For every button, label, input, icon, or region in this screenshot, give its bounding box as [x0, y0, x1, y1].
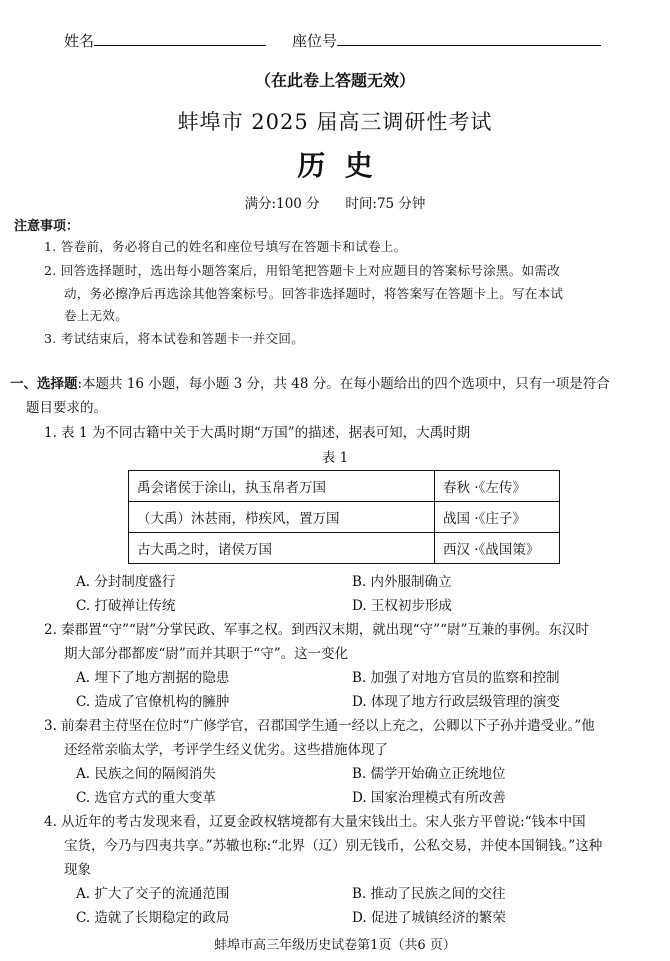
name-underline[interactable] — [94, 33, 266, 46]
q1-option-b[interactable]: B. 内外服制确立 — [352, 574, 452, 590]
table-cell-source: 西汉 ·《战国策》 — [435, 533, 560, 564]
q3-option-c[interactable]: C. 选官方式的重大变革 — [76, 790, 216, 806]
score-time: 满分:100 分 时间:75 分钟 — [244, 196, 426, 212]
note-item: 2. 回答选择题时，选出每小题答案后，用铅笔把答题卡上对应题目的答案标号涂黑。如需改 — [44, 263, 561, 278]
section-heading-prefix: 一、选择题 — [10, 376, 78, 392]
source-table — [128, 470, 560, 564]
table-cell-source: 战国 ·《庄子》 — [435, 502, 560, 533]
subject-title: 历 史 — [297, 149, 373, 182]
q4-option-b[interactable]: B. 推动了民族之间的交往 — [352, 886, 506, 902]
table-row — [129, 533, 560, 564]
table-cell-text: （大禹）沐甚雨，栉疾风，置万国 — [129, 502, 435, 533]
q2-stem-line: 期大部分郡都废“尉”而并其职于“守”。这一变化 — [64, 646, 349, 662]
q4-stem-line: 现象 — [64, 862, 91, 878]
table-row — [129, 471, 560, 502]
q3-option-d[interactable]: D. 国家治理模式有所改善 — [352, 790, 506, 806]
seat-field[interactable] — [292, 30, 601, 51]
note-item: 3. 考试结束后，将本试卷和答题卡一并交回。 — [44, 331, 305, 346]
note-item: 动，务必擦净后再选涂其他答案标号。回答非选择题时，将答案写在答题卡上。写在本试 — [64, 286, 564, 301]
page-footer: 蚌埠市高三年级历史试卷第1页（共6 页） — [214, 938, 456, 953]
section-heading-rest: :本题共 16 小题，每小题 3 分，共 48 分。在每小题给出的四个选项中，只有一项是符合 — [77, 376, 610, 392]
q2-option-d[interactable]: D. 体现了地方行政层级管理的演变 — [352, 694, 560, 710]
q1-option-c[interactable]: C. 打破禅让传统 — [76, 598, 176, 614]
q4-option-c[interactable]: C. 造就了长期稳定的政局 — [76, 910, 230, 926]
table-cell-text: 古大禹之时，诸侯万国 — [129, 533, 435, 564]
q2-option-b[interactable]: B. 加强了对地方官员的监察和控制 — [352, 670, 560, 686]
note-item: 1. 答卷前，务必将自己的姓名和座位号填写在答题卡和试卷上。 — [44, 239, 407, 254]
section-heading — [10, 372, 610, 392]
q4-option-d[interactable]: D. 促进了城镇经济的繁荣 — [352, 910, 506, 926]
q3-stem-line: 还经常亲临太学，考评学生经义优劣。这些措施体现了 — [64, 742, 388, 758]
q3-option-b[interactable]: B. 儒学开始确立正统地位 — [352, 766, 506, 782]
table-cell-source: 春秋 ·《左传》 — [435, 471, 560, 502]
q3-option-a[interactable]: A. 民族之间的隔阂消失 — [76, 766, 216, 782]
name-field[interactable] — [64, 30, 266, 51]
table-row — [129, 502, 560, 533]
seat-label: 座位号 — [292, 32, 338, 50]
name-label: 姓名 — [64, 32, 95, 50]
q3-stem-line: 3. 前秦君主苻坚在位时“广修学官，召郡国学生通一经以上充之，公卿以下子孙并遣受业。”他 — [44, 718, 595, 734]
invalid-note: （在此卷上答题无效） — [254, 71, 415, 90]
q2-stem-line: 2. 秦郡置“守”“尉”分掌民政、军事之权。到西汉末期，就出现“守”“尉”互兼的事例。东汉时 — [44, 622, 589, 638]
q1-stem: 1. 表 1 为不同古籍中关于大禹时期“万国”的描述，据表可知，大禹时期 — [44, 425, 471, 441]
note-item: 卷上无效。 — [64, 308, 129, 323]
q1-option-a[interactable]: A. 分封制度盛行 — [76, 574, 176, 590]
q4-stem-line: 4. 从近年的考古发现来看，辽夏金政权辖境都有大量宋钱出土。宋人张方平曾说:“钱本中国 — [44, 814, 586, 830]
q2-option-a[interactable]: A. 埋下了地方割据的隐患 — [76, 670, 230, 686]
q2-option-c[interactable]: C. 造成了官僚机构的臃肿 — [76, 694, 230, 710]
exam-title: 蚌埠市 2025 届高三调研性考试 — [177, 110, 493, 134]
table-cell-text: 禹会诸侯于涂山，执玉帛者万国 — [129, 471, 435, 502]
section-heading-line2: 题目要求的。 — [26, 400, 107, 416]
q1-option-d[interactable]: D. 王权初步形成 — [352, 598, 452, 614]
notes-title: 注意事项： — [14, 219, 80, 234]
q4-option-a[interactable]: A. 扩大了交子的流通范围 — [76, 886, 230, 902]
q4-stem-line: 宝货，今乃与四夷共享。”苏辙也称:“北界（辽）别无钱币，公私交易，并使本国铜钱。”这种 — [64, 838, 603, 854]
seat-underline[interactable] — [337, 33, 601, 46]
table-caption: 表 1 — [321, 450, 349, 466]
